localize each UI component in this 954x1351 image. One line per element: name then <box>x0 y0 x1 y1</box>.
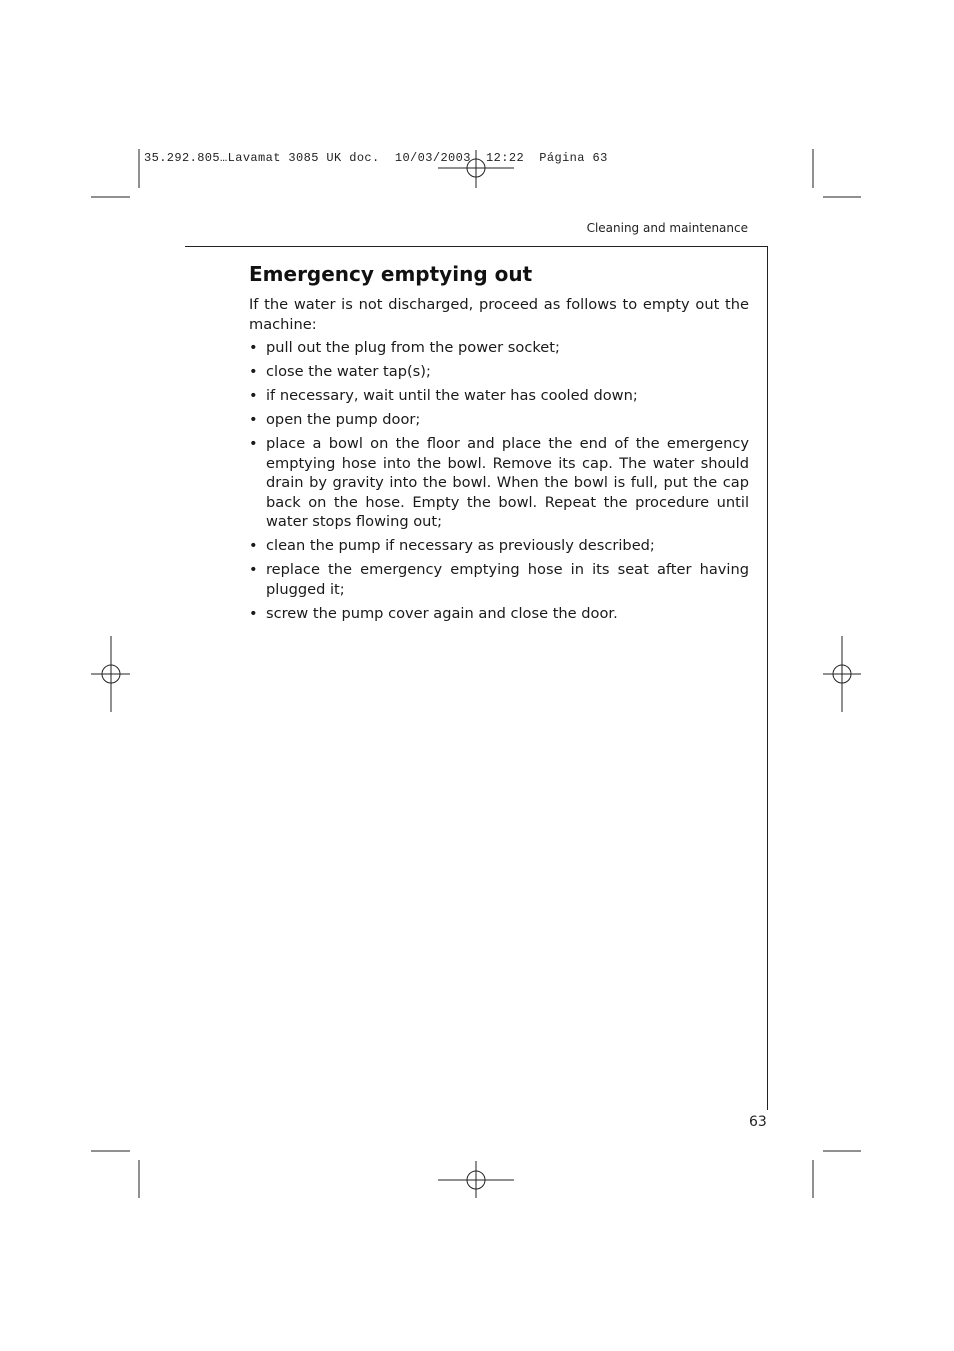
crop-mark-top-left <box>91 149 139 197</box>
crop-mark-bottom-left <box>91 1151 139 1198</box>
list-item-text: clean the pump if necessary as previously described; <box>266 537 655 554</box>
registration-mark-bottom <box>438 1161 514 1198</box>
list-item <box>249 434 749 532</box>
list-item-text: replace the emergency emptying hose in its seat after having plugged it; <box>266 561 749 598</box>
list-item <box>249 604 749 624</box>
list-item <box>249 410 749 430</box>
registration-mark-right <box>823 636 861 712</box>
bullet-icon: • <box>249 537 258 554</box>
print-file-header: 35.292.805…Lavamat 3085 UK doc. 10/03/2003 12:22 Página 63 <box>144 151 608 165</box>
bullet-icon: • <box>249 604 258 622</box>
margin-rule <box>767 246 768 1110</box>
list-item <box>249 560 749 599</box>
list-item <box>249 338 749 358</box>
list-item <box>249 362 749 382</box>
list-item-text: screw the pump cover again and close the door. <box>266 604 618 622</box>
list-item-text: close the water tap(s); <box>266 363 431 380</box>
registration-mark-left <box>91 636 130 712</box>
crop-mark-bottom-right <box>813 1151 861 1198</box>
bullet-icon: • <box>249 561 258 578</box>
list-item-text: if necessary, wait until the water has cooled down; <box>266 387 638 404</box>
bullet-icon: • <box>249 435 258 452</box>
bullet-icon: • <box>249 387 258 404</box>
bullet-icon: • <box>249 339 258 356</box>
main-content <box>249 262 749 628</box>
page-title: Emergency emptying out <box>249 262 533 286</box>
bullet-icon: • <box>249 411 258 428</box>
page-number: 63 <box>749 1114 767 1130</box>
list-item-text: pull out the plug from the power socket; <box>266 339 560 356</box>
header-rule <box>185 246 768 247</box>
list-item-text: open the pump door; <box>266 411 421 428</box>
list-item-text: place a bowl on the floor and place the end of the emergency emptying hose into the bowl. Remove its cap. The water should drain by gravity into the bowl. When the bowl is full, put the cap back on the hose. Empty the bowl. Repeat the procedure until water stops flowing out; <box>266 435 749 530</box>
list-item <box>249 386 749 406</box>
intro-paragraph: If the water is not discharged, proceed as follows to empty out the machine: <box>249 296 749 333</box>
list-item <box>249 536 749 556</box>
bullet-icon: • <box>249 363 258 380</box>
crop-mark-top-right <box>813 149 861 197</box>
running-header-section: Cleaning and maintenance <box>586 221 748 235</box>
steps-list <box>249 338 749 623</box>
